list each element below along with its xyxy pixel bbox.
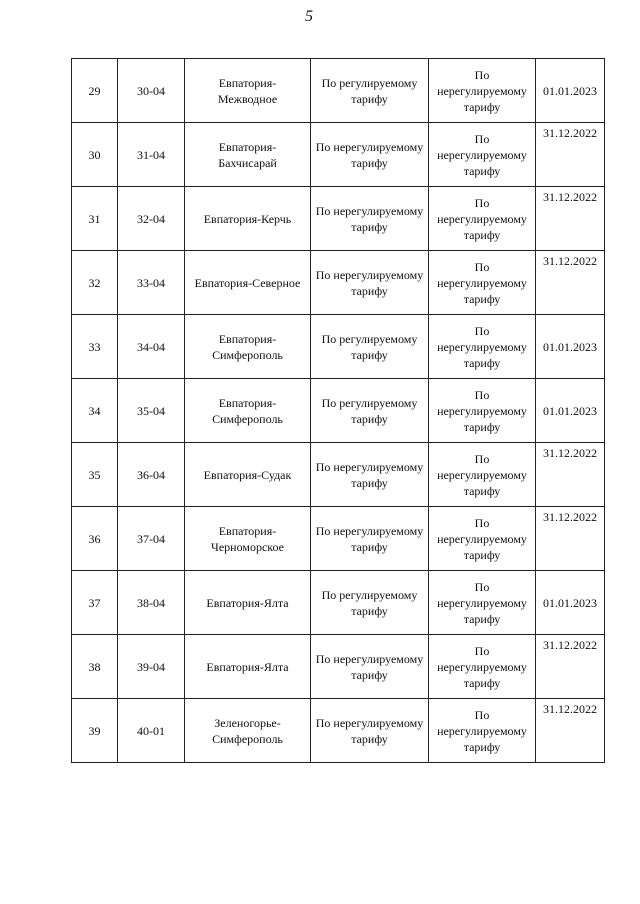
tariff-type-cell: По нерегулируемому тарифу <box>311 699 429 763</box>
route-name-cell: Евпатория- Симферополь <box>185 379 311 443</box>
table-row <box>72 123 605 187</box>
date-cell: 31.12.2022 <box>536 507 605 571</box>
tariff-type-cell: По нерегулируемому тарифу <box>311 507 429 571</box>
date-cell: 31.12.2022 <box>536 187 605 251</box>
route-code-cell: 40-01 <box>118 699 185 763</box>
tariff-type-alt-cell: По нерегулируемому тарифу <box>429 123 536 187</box>
row-number-cell: 30 <box>72 123 118 187</box>
row-number-cell: 35 <box>72 443 118 507</box>
table-row <box>72 315 605 379</box>
tariff-type-alt-cell: По нерегулируемому тарифу <box>429 635 536 699</box>
date-cell: 01.01.2023 <box>536 59 605 123</box>
row-number-cell: 29 <box>72 59 118 123</box>
date-cell: 31.12.2022 <box>536 699 605 763</box>
route-name-cell: Зеленогорье- Симферополь <box>185 699 311 763</box>
tariff-type-alt-cell: По нерегулируемому тарифу <box>429 443 536 507</box>
tariff-type-cell: По нерегулируемому тарифу <box>311 123 429 187</box>
tariff-type-alt-cell: По нерегулируемому тарифу <box>429 379 536 443</box>
table-row <box>72 251 605 315</box>
row-number-cell: 36 <box>72 507 118 571</box>
table-row <box>72 635 605 699</box>
route-name-cell: Евпатория-Северное <box>185 251 311 315</box>
route-name-cell: Евпатория-Ялта <box>185 635 311 699</box>
tariff-type-alt-cell: По нерегулируемому тарифу <box>429 251 536 315</box>
row-number-cell: 38 <box>72 635 118 699</box>
row-number-cell: 31 <box>72 187 118 251</box>
route-code-cell: 30-04 <box>118 59 185 123</box>
table-row <box>72 507 605 571</box>
row-number-cell: 37 <box>72 571 118 635</box>
route-code-cell: 31-04 <box>118 123 185 187</box>
table-row <box>72 187 605 251</box>
route-name-cell: Евпатория- Бахчисарай <box>185 123 311 187</box>
date-cell: 31.12.2022 <box>536 443 605 507</box>
page-number: 5 <box>305 8 313 25</box>
table-row <box>72 443 605 507</box>
route-code-cell: 33-04 <box>118 251 185 315</box>
tariff-type-cell: По нерегулируемому тарифу <box>311 251 429 315</box>
date-cell: 31.12.2022 <box>536 635 605 699</box>
route-name-cell: Евпатория-Судак <box>185 443 311 507</box>
tariff-type-alt-cell: По нерегулируемому тарифу <box>429 571 536 635</box>
route-code-cell: 34-04 <box>118 315 185 379</box>
tariff-type-cell: По нерегулируемому тарифу <box>311 443 429 507</box>
routes-table-body <box>72 59 605 763</box>
route-name-cell: Евпатория-Ялта <box>185 571 311 635</box>
row-number-cell: 32 <box>72 251 118 315</box>
tariff-type-alt-cell: По нерегулируемому тарифу <box>429 315 536 379</box>
table-row <box>72 379 605 443</box>
table-row <box>72 699 605 763</box>
date-cell: 01.01.2023 <box>536 315 605 379</box>
routes-table <box>71 58 605 763</box>
route-name-cell: Евпатория-Керчь <box>185 187 311 251</box>
row-number-cell: 39 <box>72 699 118 763</box>
tariff-type-cell: По регулируемому тарифу <box>311 315 429 379</box>
route-name-cell: Евпатория- Межводное <box>185 59 311 123</box>
tariff-type-cell: По нерегулируемому тарифу <box>311 635 429 699</box>
route-code-cell: 36-04 <box>118 443 185 507</box>
tariff-type-cell: По регулируемому тарифу <box>311 379 429 443</box>
tariff-type-alt-cell: По нерегулируемому тарифу <box>429 59 536 123</box>
tariff-type-alt-cell: По нерегулируемому тарифу <box>429 699 536 763</box>
route-code-cell: 39-04 <box>118 635 185 699</box>
route-name-cell: Евпатория- Черноморское <box>185 507 311 571</box>
route-code-cell: 38-04 <box>118 571 185 635</box>
tariff-type-alt-cell: По нерегулируемому тарифу <box>429 187 536 251</box>
date-cell: 31.12.2022 <box>536 251 605 315</box>
date-cell: 31.12.2022 <box>536 123 605 187</box>
route-name-cell: Евпатория- Симферополь <box>185 315 311 379</box>
tariff-type-cell: По нерегулируемому тарифу <box>311 187 429 251</box>
tariff-type-cell: По регулируемому тарифу <box>311 571 429 635</box>
date-cell: 01.01.2023 <box>536 571 605 635</box>
table-row <box>72 59 605 123</box>
row-number-cell: 34 <box>72 379 118 443</box>
row-number-cell: 33 <box>72 315 118 379</box>
tariff-type-cell: По регулируемому тарифу <box>311 59 429 123</box>
date-cell: 01.01.2023 <box>536 379 605 443</box>
tariff-type-alt-cell: По нерегулируемому тарифу <box>429 507 536 571</box>
route-code-cell: 32-04 <box>118 187 185 251</box>
table-row <box>72 571 605 635</box>
route-code-cell: 35-04 <box>118 379 185 443</box>
route-code-cell: 37-04 <box>118 507 185 571</box>
